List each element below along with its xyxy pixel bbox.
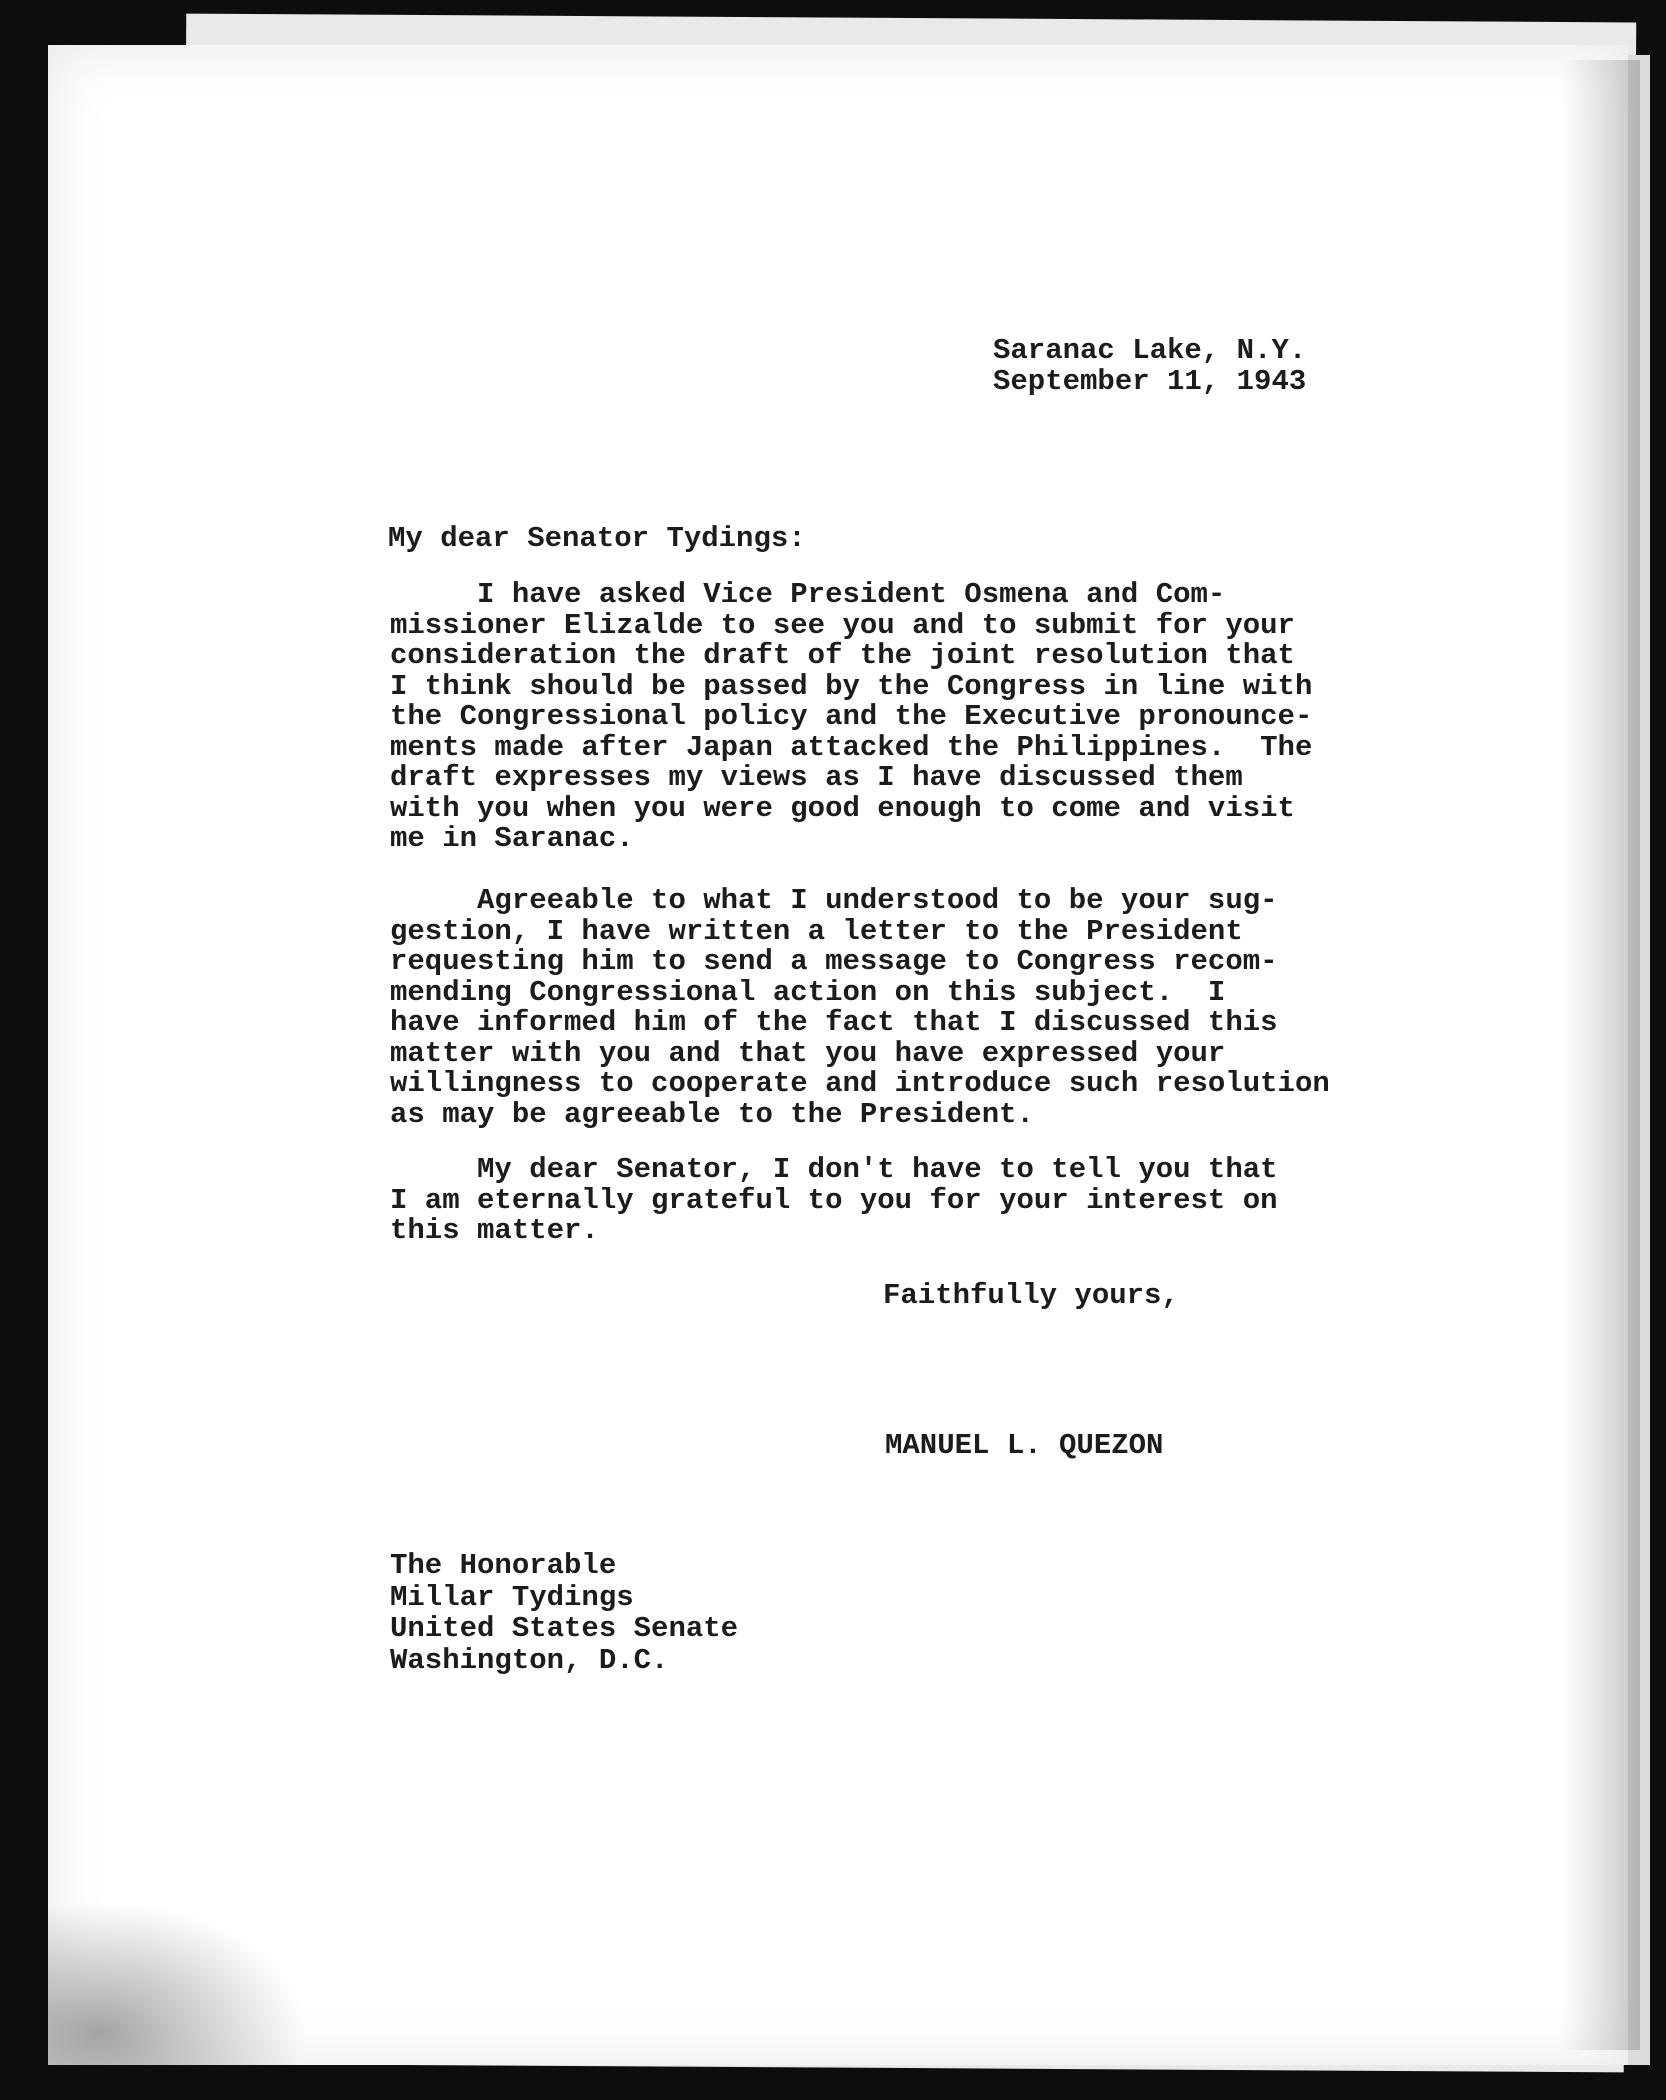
paragraph-line: this matter. xyxy=(390,1214,599,1247)
dateline-date: September 11, 1943 xyxy=(993,364,1307,398)
complimentary-close: Faithfully yours, xyxy=(883,1279,1179,1312)
paragraph-line: mending Congressional action on this subject. I xyxy=(390,975,1226,1009)
address-line: Millar Tydings xyxy=(390,1580,634,1614)
paragraph-line: I have asked Vice President Osmena and Com- xyxy=(390,578,1226,611)
recipient-address xyxy=(390,1550,738,1676)
paragraph-1 xyxy=(390,580,1312,855)
paragraph-line: willingness to cooperate and introduce such resolution xyxy=(390,1067,1330,1100)
paragraph-line: gestion, I have written a letter to the President xyxy=(390,914,1243,948)
paragraph-line: missioner Elizalde to see you and to submit for your xyxy=(390,608,1295,642)
signature-name: MANUEL L. QUEZON xyxy=(885,1429,1164,1462)
dateline-place: Saranac Lake, N.Y. xyxy=(993,334,1307,367)
address-line: Washington, D.C. xyxy=(390,1643,669,1677)
paragraph-line: the Congressional policy and the Executive pronounce- xyxy=(390,700,1313,733)
salutation: My dear Senator Tydings: xyxy=(388,522,806,555)
paragraph-line: I think should be passed by the Congress in line with xyxy=(390,669,1313,703)
address-line: United States Senate xyxy=(390,1612,739,1645)
paragraph-line: I am eternally grateful to you for your interest on xyxy=(390,1183,1278,1217)
paragraph-line: me in Saranac. xyxy=(390,822,634,855)
paragraph-line: as may be agreeable to the President. xyxy=(390,1097,1034,1131)
paragraph-line: matter with you and that you have expressed your xyxy=(390,1036,1226,1070)
dateline xyxy=(993,336,1306,397)
address-line: The Honorable xyxy=(390,1549,617,1582)
paragraph-line: consideration the draft of the joint resolution that xyxy=(390,639,1295,672)
paragraph-2 xyxy=(390,886,1330,1130)
paragraph-line: have informed him of the fact that I discussed this xyxy=(390,1006,1278,1039)
paragraph-3 xyxy=(390,1155,1278,1247)
paragraph-line: Agreeable to what I understood to be your sug- xyxy=(390,884,1278,917)
paragraph-line: draft expresses my views as I have discussed them xyxy=(390,761,1243,794)
paragraph-line: with you when you were good enough to come and visit xyxy=(390,791,1295,825)
paragraph-line: ments made after Japan attacked the Philippines. The xyxy=(390,730,1313,764)
paragraph-line: My dear Senator, I don't have to tell you that xyxy=(390,1153,1278,1186)
paragraph-line: requesting him to send a message to Congress recom- xyxy=(390,945,1278,978)
